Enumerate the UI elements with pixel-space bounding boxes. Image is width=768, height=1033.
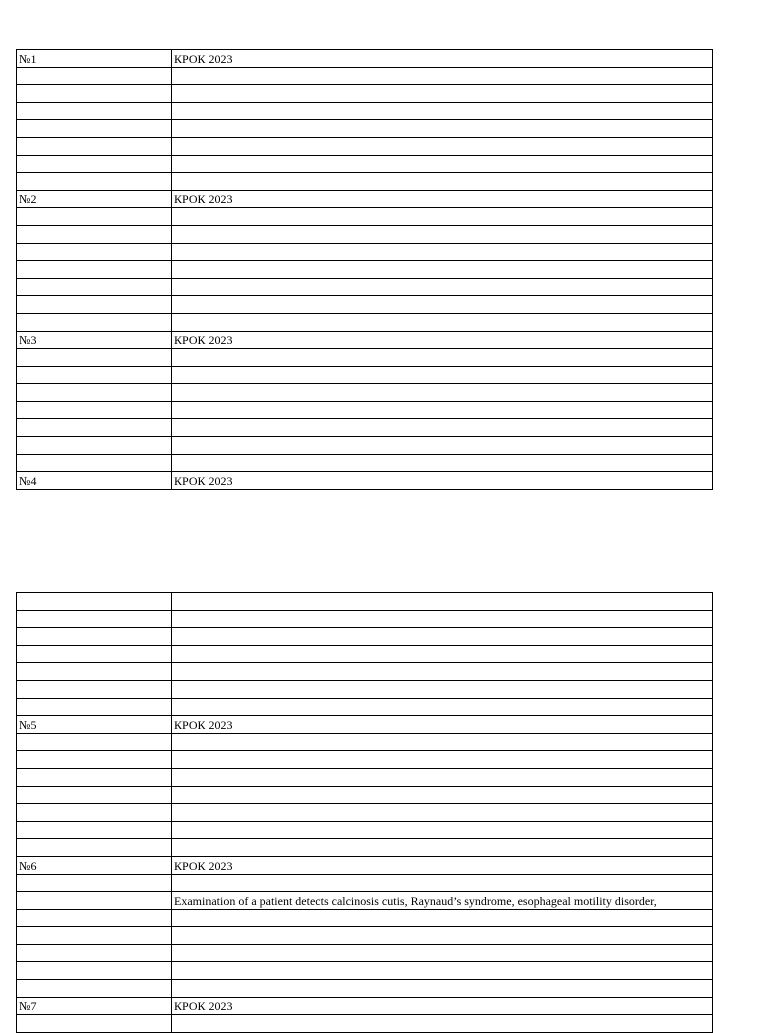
question-text-cell [172, 243, 713, 261]
question-text-cell [172, 401, 713, 419]
table-row [17, 173, 713, 191]
question-number-cell [17, 680, 172, 698]
question-number-cell [17, 366, 172, 384]
question-number-cell [17, 437, 172, 455]
question-number-cell [17, 173, 172, 191]
question-text-cell [172, 645, 713, 663]
question-number-cell [17, 208, 172, 226]
question-text-cell [172, 927, 713, 945]
question-number-cell [17, 419, 172, 437]
question-text-cell [172, 225, 713, 243]
question-number-cell [17, 296, 172, 314]
table-row [17, 137, 713, 155]
question-number-cell [17, 839, 172, 857]
question-text-cell [172, 296, 713, 314]
question-text-cell [172, 384, 713, 402]
question-text-cell [172, 349, 713, 367]
table-row [17, 208, 713, 226]
question-number-cell: №3 [17, 331, 172, 349]
question-text-cell [172, 593, 713, 611]
question-text-cell [172, 663, 713, 681]
question-text-cell [172, 751, 713, 769]
table-row [17, 909, 713, 927]
table-row [17, 155, 713, 173]
question-text-cell: КРОК 2023 [172, 856, 713, 874]
question-text-cell: КРОК 2023 [172, 997, 713, 1015]
table-row [17, 804, 713, 822]
question-number-cell [17, 85, 172, 103]
question-number-cell [17, 980, 172, 998]
table-row [17, 944, 713, 962]
question-text-cell [172, 454, 713, 472]
table-row [17, 419, 713, 437]
table-row [17, 296, 713, 314]
question-number-cell: №4 [17, 472, 172, 490]
question-number-cell [17, 225, 172, 243]
question-number-cell [17, 384, 172, 402]
question-number-cell [17, 243, 172, 261]
question-text-cell [172, 261, 713, 279]
question-text-cell [172, 698, 713, 716]
question-number-cell [17, 261, 172, 279]
table-row [17, 437, 713, 455]
table-row [17, 698, 713, 716]
question-number-cell [17, 313, 172, 331]
table-row [17, 680, 713, 698]
table-row [17, 190, 713, 208]
table-row [17, 628, 713, 646]
question-text-cell [172, 786, 713, 804]
question-number-cell [17, 67, 172, 85]
table-row [17, 384, 713, 402]
question-text-cell [172, 278, 713, 296]
question-number-cell [17, 663, 172, 681]
question-text-cell [172, 804, 713, 822]
question-number-cell: №6 [17, 856, 172, 874]
question-text-cell [172, 102, 713, 120]
question-number-cell [17, 874, 172, 892]
question-text-cell [172, 980, 713, 998]
question-table [16, 49, 713, 490]
question-text-cell [172, 437, 713, 455]
question-number-cell [17, 401, 172, 419]
table-row [17, 50, 713, 68]
question-number-cell [17, 909, 172, 927]
question-text-cell [172, 680, 713, 698]
question-number-cell [17, 821, 172, 839]
table-row [17, 243, 713, 261]
question-number-cell: №5 [17, 716, 172, 734]
sheet-table-top [16, 49, 712, 490]
table-row [17, 120, 713, 138]
question-text-cell [172, 610, 713, 628]
table-row [17, 997, 713, 1015]
question-text-cell [172, 768, 713, 786]
question-text-cell: КРОК 2023 [172, 331, 713, 349]
question-number-cell [17, 349, 172, 367]
question-text-cell [172, 839, 713, 857]
table-body [17, 50, 713, 490]
question-number-cell [17, 768, 172, 786]
table-row [17, 261, 713, 279]
question-table [16, 592, 713, 1033]
question-text-cell [172, 962, 713, 980]
table-row [17, 645, 713, 663]
table-row [17, 349, 713, 367]
table-row [17, 454, 713, 472]
question-text-cell [172, 120, 713, 138]
question-text-cell [172, 208, 713, 226]
question-number-cell [17, 733, 172, 751]
question-number-cell [17, 944, 172, 962]
table-row [17, 593, 713, 611]
question-text-cell [172, 733, 713, 751]
question-text-cell [172, 173, 713, 191]
table-row [17, 313, 713, 331]
question-text-cell [172, 821, 713, 839]
question-text-cell: КРОК 2023 [172, 472, 713, 490]
question-text-cell: КРОК 2023 [172, 190, 713, 208]
table-row [17, 401, 713, 419]
question-text-cell: КРОК 2023 [172, 50, 713, 68]
question-number-cell [17, 804, 172, 822]
question-text-cell [172, 313, 713, 331]
question-number-cell [17, 454, 172, 472]
question-text-cell [172, 67, 713, 85]
table-row [17, 366, 713, 384]
question-number-cell: №2 [17, 190, 172, 208]
question-number-cell [17, 628, 172, 646]
table-row [17, 67, 713, 85]
question-number-cell [17, 120, 172, 138]
table-row [17, 663, 713, 681]
table-row [17, 786, 713, 804]
question-text-cell [172, 628, 713, 646]
question-number-cell [17, 927, 172, 945]
table-body [17, 593, 713, 1033]
question-number-cell [17, 137, 172, 155]
question-number-cell [17, 593, 172, 611]
question-text-cell [172, 137, 713, 155]
question-text-cell [172, 909, 713, 927]
table-row [17, 839, 713, 857]
table-row [17, 874, 713, 892]
question-number-cell [17, 892, 172, 910]
question-text-cell [172, 85, 713, 103]
question-text-cell: КРОК 2023 [172, 716, 713, 734]
table-row [17, 856, 713, 874]
table-row [17, 278, 713, 296]
question-number-cell [17, 751, 172, 769]
question-text-cell [172, 944, 713, 962]
question-number-cell [17, 962, 172, 980]
question-text-cell: Examination of a patient detects calcinosis cutis, Raynaud’s syndrome, esophageal motility disorder, [172, 892, 713, 910]
sheet-table-bottom [16, 592, 712, 1033]
question-number-cell: №1 [17, 50, 172, 68]
table-row [17, 610, 713, 628]
table-row [17, 733, 713, 751]
question-text-cell [172, 874, 713, 892]
table-row [17, 821, 713, 839]
question-number-cell [17, 610, 172, 628]
table-row [17, 102, 713, 120]
question-text-cell [172, 366, 713, 384]
question-number-cell [17, 645, 172, 663]
table-row [17, 927, 713, 945]
table-row [17, 716, 713, 734]
question-text-cell [172, 419, 713, 437]
table-row [17, 85, 713, 103]
question-number-cell: №7 [17, 997, 172, 1015]
question-text-cell [172, 155, 713, 173]
question-number-cell [17, 155, 172, 173]
question-number-cell [17, 698, 172, 716]
question-number-cell [17, 278, 172, 296]
table-row [17, 768, 713, 786]
question-number-cell [17, 102, 172, 120]
table-row [17, 472, 713, 490]
table-row [17, 225, 713, 243]
question-number-cell [17, 786, 172, 804]
table-row [17, 751, 713, 769]
table-row [17, 892, 713, 910]
table-row [17, 962, 713, 980]
table-row [17, 331, 713, 349]
table-row [17, 980, 713, 998]
